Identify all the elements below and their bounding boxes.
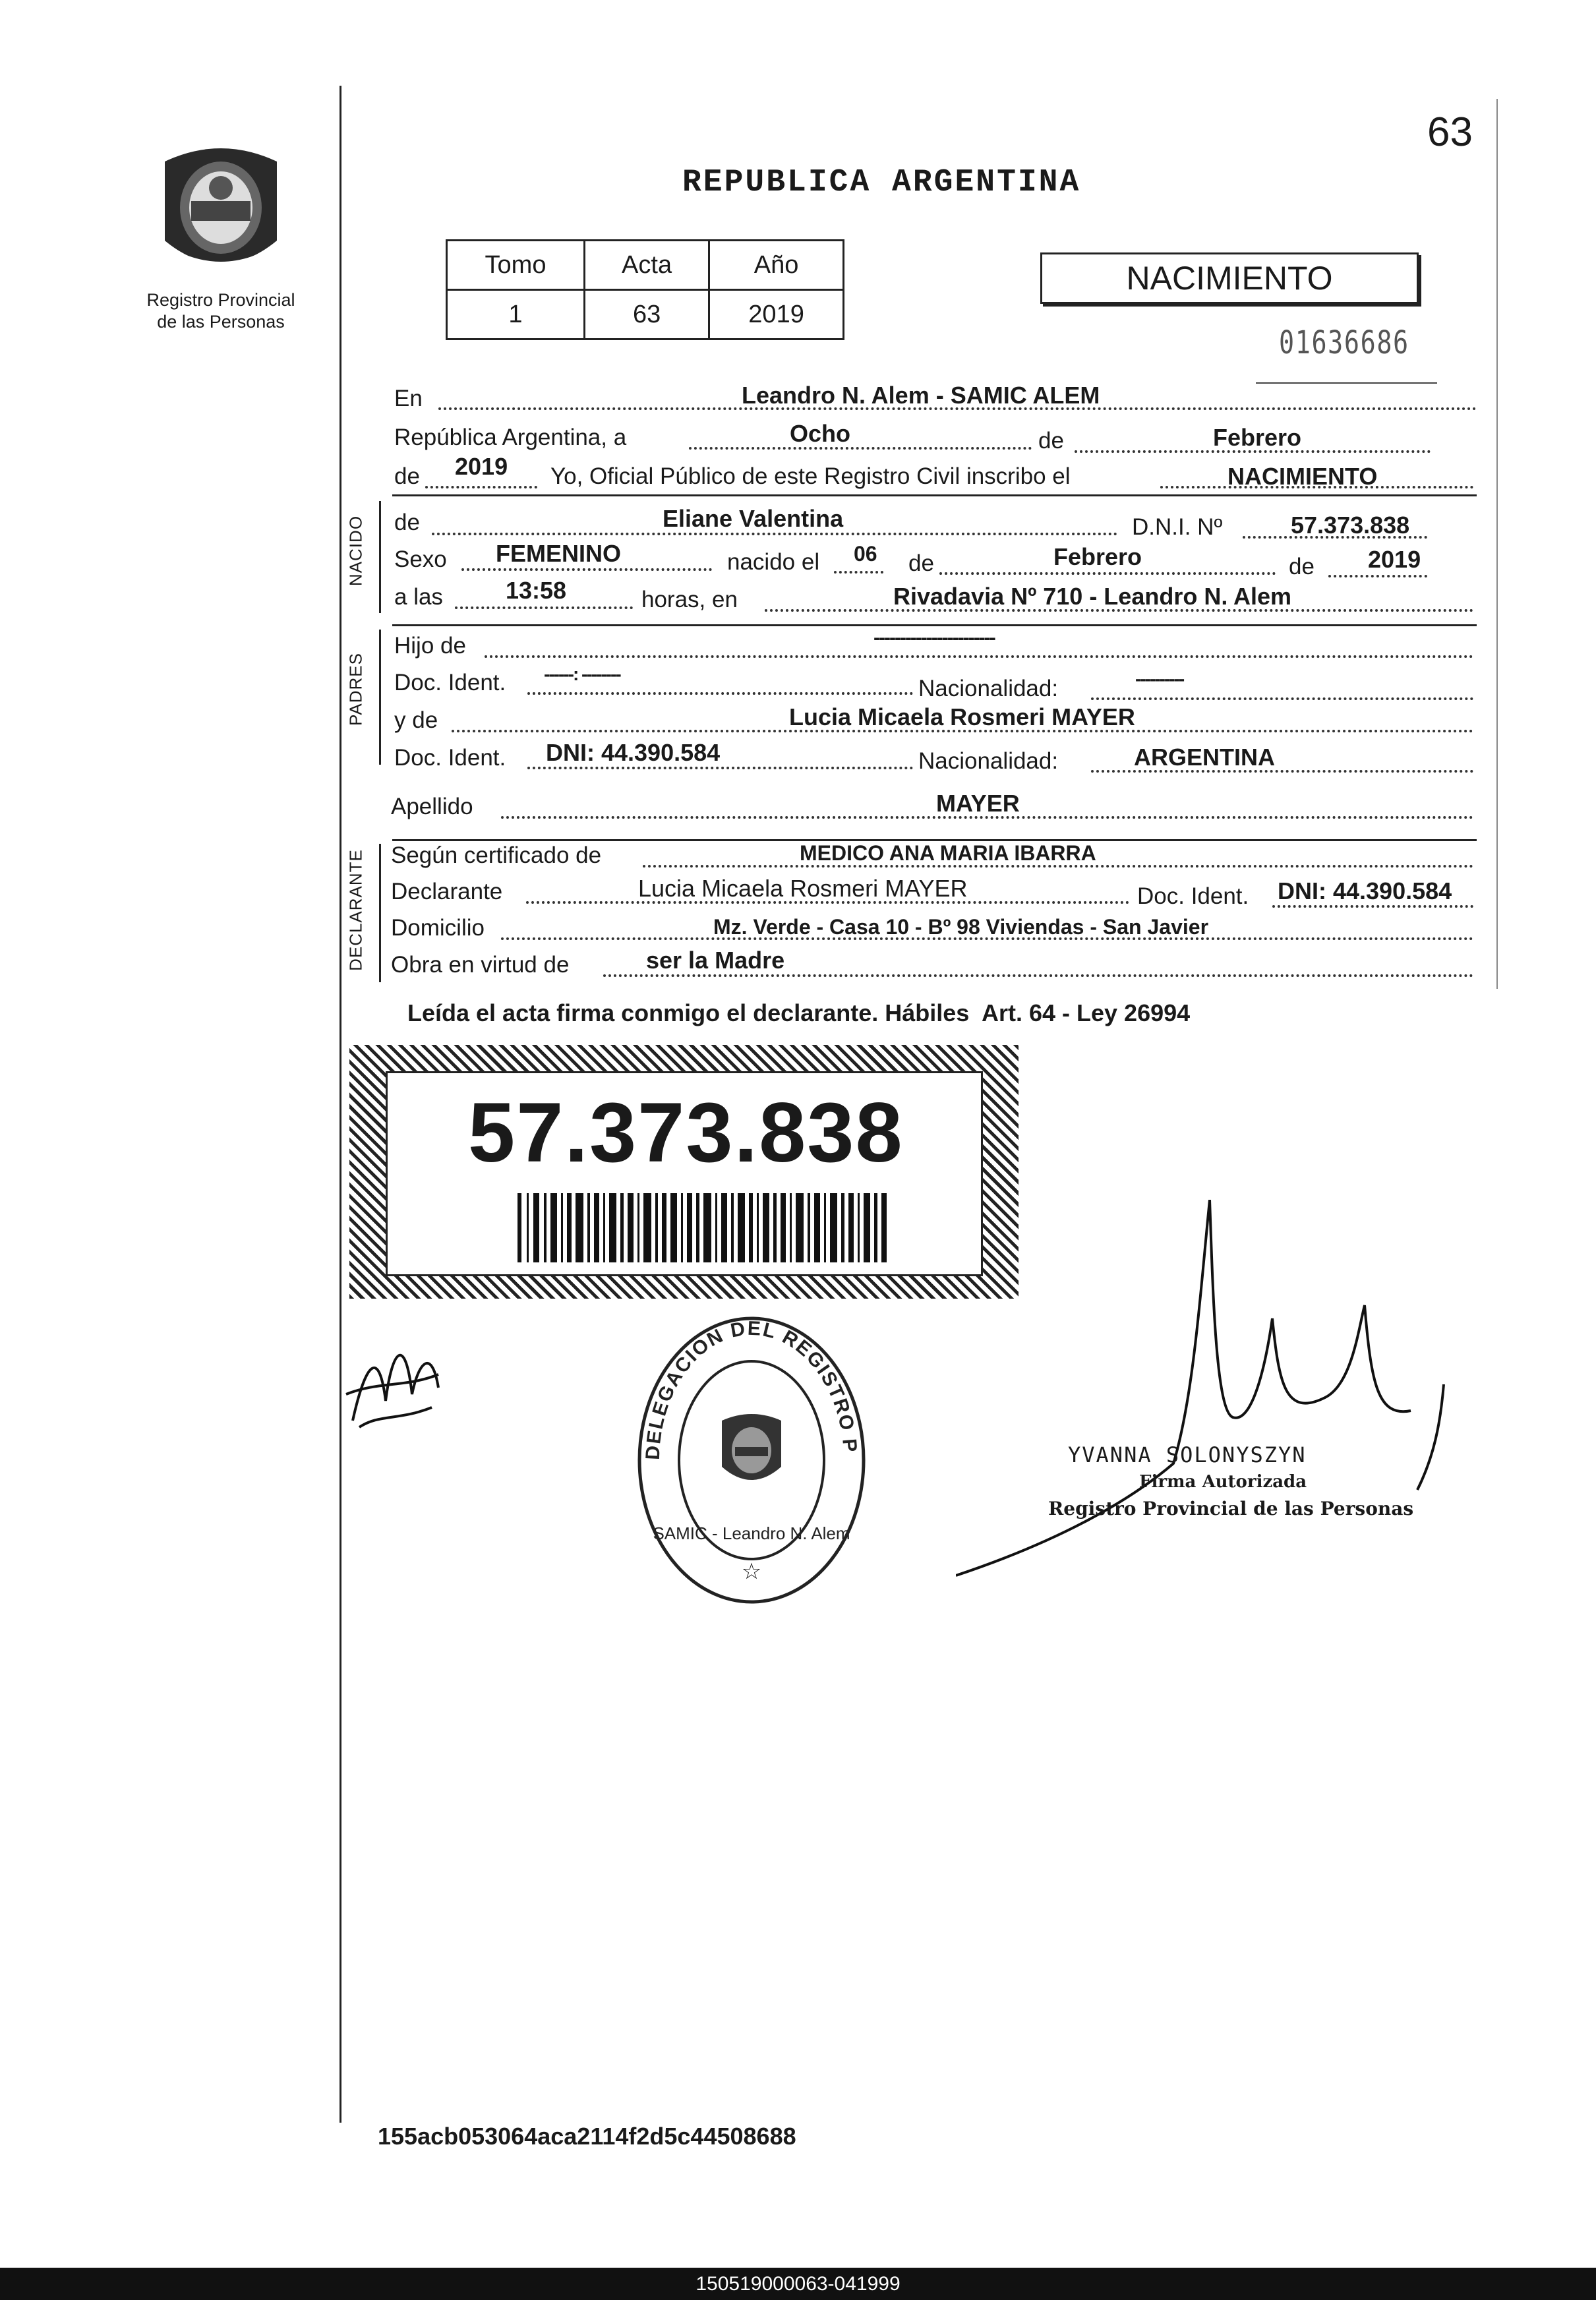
left-margin-line [340,86,341,2123]
apellido-label: Apellido [391,794,473,819]
place-value: Leandro N. Alem - SAMIC ALEM [742,382,1100,409]
child-name-value: Eliane Valentina [663,505,844,532]
doc-type-box [1040,252,1419,304]
seal-star: ☆ [741,1558,762,1585]
domicilio-label: Domicilio [391,915,485,941]
doc-type-label: NACIMIENTO [1126,260,1333,297]
declarante-label: Declarante [391,879,503,904]
official-text: Yo, Oficial Público de este Registro Civil inscribo el [550,463,1071,489]
a-las-label: a las [394,584,443,610]
province-emblem [152,135,290,287]
year-value: 2019 [455,453,508,480]
nac2-label: Nacionalidad: [918,748,1059,774]
page-number: 63 [1427,109,1473,155]
footer-code: 150519000063-041999 [695,2273,901,2295]
doc1-label: Doc. Ident. [394,670,506,695]
nacido-year-dots [1328,575,1427,577]
apellido-value: MAYER [936,790,1020,817]
obra-label: Obra en virtud de [391,952,570,978]
rule-1 [392,494,1477,496]
nacido-section-label: NACIDO [345,515,366,587]
table-value-ano: 2019 [709,290,844,339]
registry-name-line1: Registro Provincial [146,290,295,310]
segun-value: MEDICO ANA MARIA IBARRA [800,841,1096,865]
obra-value: ser la Madre [646,947,785,974]
registry-name-line2: de las Personas [157,312,285,332]
horas-label: horas, en [641,587,738,612]
event-value: NACIMIENTO [1227,463,1378,490]
signatory-name: YVANNA SOLONYSZYN [1068,1442,1307,1467]
declarante-value: Lucia Micaela Rosmeri MAYER [638,875,968,902]
doc2-value: DNI: 44.390.584 [546,739,721,766]
father-value: ----------------------- [873,627,995,649]
nacido-de-label-3: de [1289,554,1315,579]
round-seal [633,1315,870,1605]
serial-number: 01636686 [1279,324,1409,361]
dni-value: 57.373.838 [1291,512,1410,539]
nacido-el-label: nacido el [727,549,820,575]
document-hash: 155acb053064aca2114f2d5c44508688 [378,2123,796,2150]
padres-bracket [379,630,381,765]
nacido-de-label-2: de [908,550,934,576]
country-title: REPUBLICA ARGENTINA [682,165,1081,200]
day-words-value: Ocho [790,420,851,447]
registry-table [446,239,844,340]
hijo-label: Hijo de [394,633,466,659]
doc1-value: ------: -------- [544,664,620,684]
segun-label: Según certificado de [391,842,602,868]
day-value: 06 [854,542,877,566]
de-label-1: de [1038,428,1064,454]
initials-scribble [340,1322,445,1440]
time-value: 13:58 [506,577,567,604]
sexo-dots [461,568,712,571]
declarante-section-label: DECLARANTE [345,849,366,971]
signatory-role: Firma Autorizada [1139,1472,1307,1492]
declarante-doc-label: Doc. Ident. [1137,883,1249,909]
serial-underline [1256,382,1437,384]
seal-outer-text: DELEGACION DEL REGISTRO P [641,1317,861,1461]
sexo-label: Sexo [394,546,447,572]
official-signature [956,1200,1483,1595]
nacido-month-value: Febrero [1053,543,1142,570]
en-label: En [394,386,423,411]
table-value-acta: 63 [585,290,709,339]
republica-dots [689,447,1032,450]
month-value: Febrero [1213,424,1302,451]
dni-stamp [349,1045,1019,1299]
nac2-value: ARGENTINA [1134,744,1275,771]
hijo-dots [485,655,1473,658]
nac1-value: ---------- [1135,668,1184,689]
year-dots [425,486,537,488]
nacido-bracket [379,501,381,613]
nacido-year-value: 2019 [1368,546,1421,573]
doc1-dots [527,692,913,695]
sexo-value: FEMENINO [496,540,622,567]
obra-dots [603,974,1473,977]
table-header-ano: Año [709,241,844,290]
seal-inner-text: SAMIC - Leandro N. Alem [653,1523,850,1543]
declarante-bracket [379,844,381,982]
dni-label: D.N.I. Nº [1132,514,1223,540]
footer-bar [0,2268,1596,2300]
nac1-dots [1091,697,1473,700]
republica-label: República Argentina, a [394,425,627,450]
time-dots [455,606,633,609]
doc2-dots [527,767,913,769]
right-margin-line [1496,99,1498,989]
padres-section-label: PADRES [345,653,366,726]
dni-barcode [517,1193,887,1262]
domicilio-value: Mz. Verde - Casa 10 - Bº 98 Viviendas - San Javier [713,915,1209,939]
table-value-tomo: 1 [447,290,585,339]
name-dots [432,533,1117,535]
nac1-label: Nacionalidad: [918,676,1059,701]
declarante-doc-dots [1272,905,1473,908]
nacido-de-label: de [394,510,420,535]
closing-text: Leída el acta firma conmigo el declarante. Hábiles Art. 64 - Ley 26994 [407,999,1191,1026]
dni-stamp-number: 57.373.838 [468,1086,904,1180]
mother-value: Lucia Micaela Rosmeri MAYER [789,703,1135,730]
nacido-month-dots [939,572,1276,575]
de-label-2: de [394,463,420,489]
declarante-doc-value: DNI: 44.390.584 [1278,877,1452,904]
yde-label: y de [394,707,438,733]
table-header-tomo: Tomo [447,241,585,290]
table-header-acta: Acta [585,241,709,290]
signatory-office: Registro Provincial de las Personas [1048,1498,1414,1519]
day-dots [834,571,883,574]
birth-address-value: Rivadavia Nº 710 - Leandro N. Alem [893,583,1292,610]
doc2-label: Doc. Ident. [394,745,506,771]
